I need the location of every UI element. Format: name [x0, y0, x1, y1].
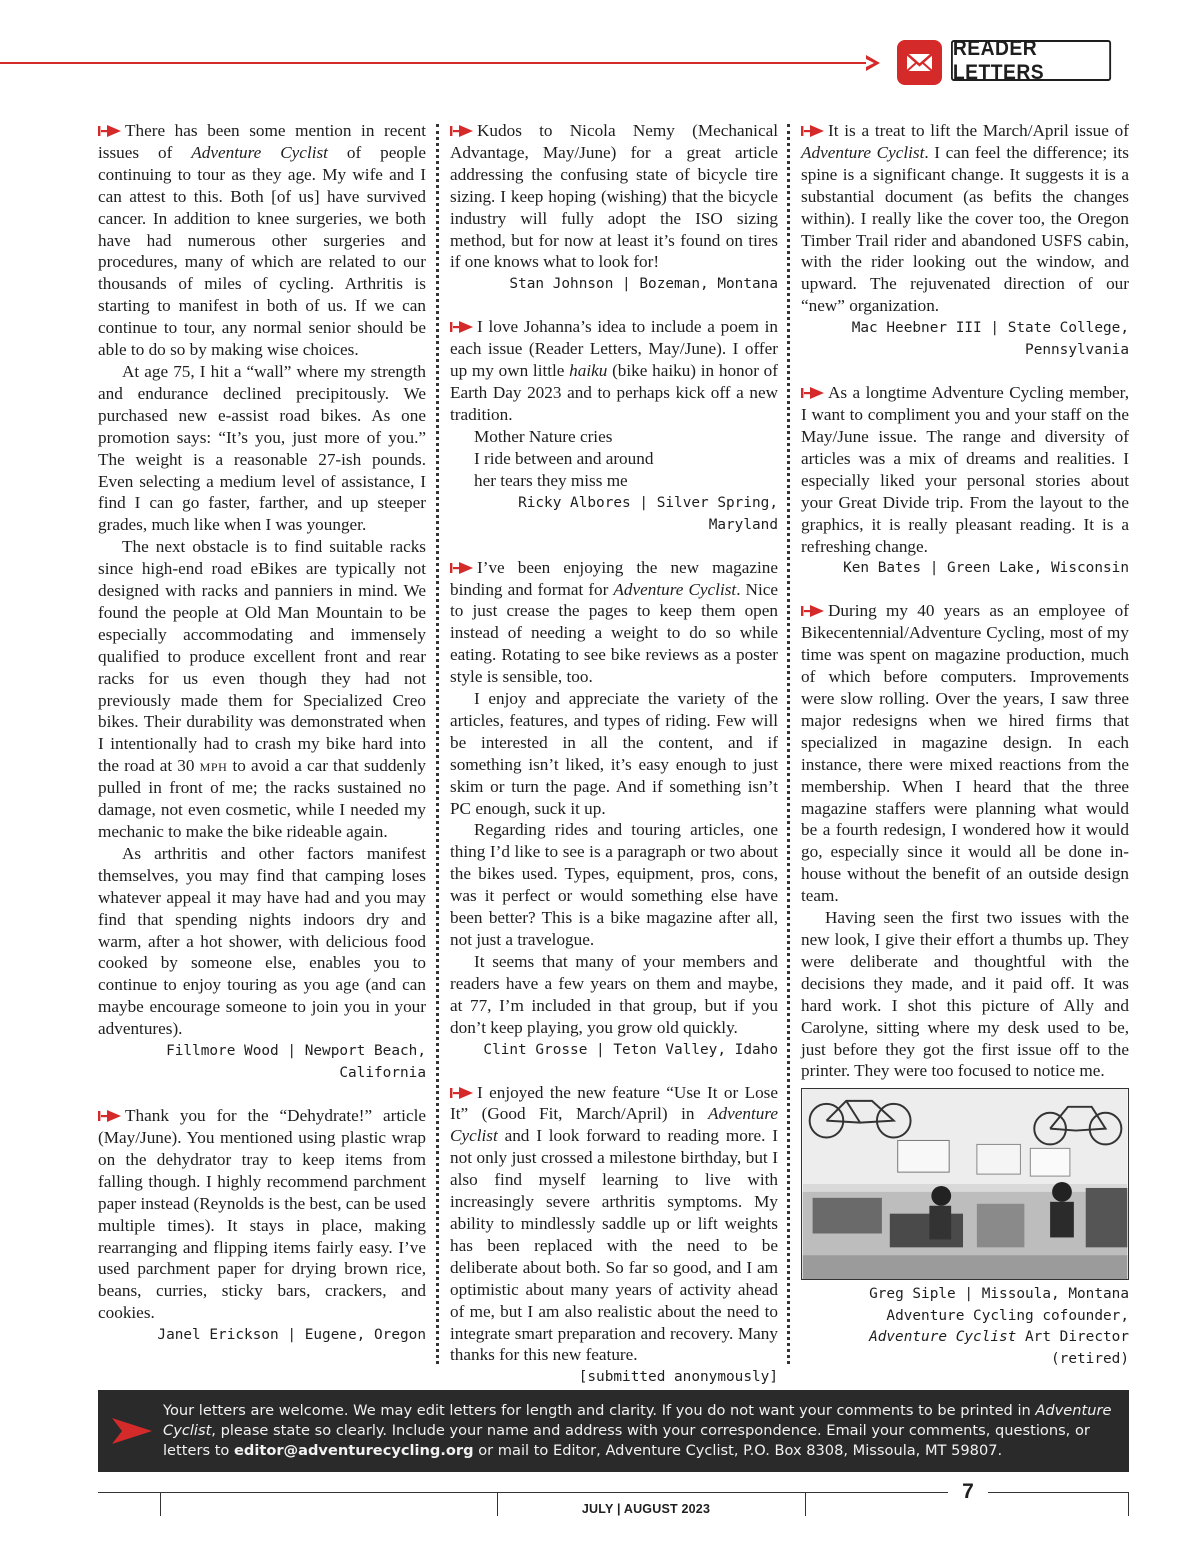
- reader-letter: [98, 1105, 426, 1346]
- letter-location: | Green Lake, Wisconsin: [921, 560, 1129, 576]
- letter-author: Mac Heebner III: [851, 320, 982, 337]
- envelope-icon: [897, 40, 942, 85]
- letter-signature: [450, 492, 778, 536]
- submission-notice: [98, 1390, 1129, 1472]
- column-divider: [787, 124, 790, 1364]
- column-1: [98, 120, 426, 1367]
- letter-paragraph: At age 75, I hit a “wall” where my strength and endurance declined precipitously. We purchased new e-assist road bikes. As one promotion says: “It’s you, just more of you.” The weight is a reasonable 27-ish pounds. Even selecting a medium level of assistance, I find I can go faster, farther, and up steeper grades, much like when I was younger.: [98, 361, 426, 535]
- arrow-marker-icon: [450, 562, 475, 574]
- letter-paragraph: During my 40 years as an employee of Bikecentennial/Adventure Cycling, most of my time was spent on magazine production, much of which before computers. Improvements were slow rolling. Over the years, I saw three major redesigns when we hired firms that specialized in magazine design. In each instance, there were mixed reactions from the membership. When I heard that the three magazine staffers were planning what would be a fourth redesign, I wondered how it would go, especially since it would all be done in-house without the benefit of an outside design team.: [801, 601, 1129, 906]
- letter-location: | State College, Pennsylvania: [982, 320, 1129, 358]
- arrow-marker-icon: [98, 125, 123, 137]
- reader-letter: [801, 120, 1129, 361]
- letter-paragraph: I enjoy and appreciate the variety of the articles, features, and types of riding. Few will be interested in all the content, and if something isn’t liked, it’s easy enough to just skim or turn the page. And if something isn’t PC enough, suck it up.: [450, 689, 778, 818]
- letter-signature: [450, 1039, 778, 1061]
- letter-signature: [801, 317, 1129, 361]
- arrow-marker-icon: [801, 387, 826, 399]
- reader-letter: [450, 557, 778, 1061]
- issue-date: JULY | AUGUST 2023: [581, 1502, 711, 1516]
- letter-signature: [801, 557, 1129, 579]
- reader-letter: [450, 316, 778, 535]
- arrow-marker-icon: [801, 125, 826, 137]
- section-label: READER LETTERS: [951, 40, 1111, 81]
- reader-letter: [450, 1082, 778, 1389]
- letter-author: Fillmore Wood: [166, 1043, 279, 1060]
- letter-paragraph: Having seen the first two issues with the new look, I give their effort a thumbs up. They were deliberate and thoughtful with the decisions they made, and it paid off. It was hard work. I shot this picture of Ally and Carolyne, sitting where my desk used to be, just before they got the first issue off to the printer. They were too focused to notice me.: [801, 908, 1129, 1081]
- letter-paragraph: The next obstacle is to find suitable racks since high-end road eBikes are typically not designed with racks and panniers in mind. We found the people at Old Man Mountain to be especially accommodating and immensely qualified to produce excellent front and rear racks for us even though they had not previously made them for Specialized Creo bikes. Their durability was demonstrated when I intentionally had to crash my bike hard into the road at 30 mph to avoid a car that suddenly pulled in front of me; the racks sustained no damage, not even cosmetic, while I needed my mechanic to make the bike rideable again.: [98, 537, 427, 841]
- column-3: [801, 120, 1129, 1391]
- office-photo: [801, 1088, 1129, 1280]
- letter-paragraph: It is a treat to lift the March/April issue of Adventure Cyclist. I can feel the difference; its spine is a significant change. It suggests it is a substantial document (as befits the changes within). I really like the cover too, the Oregon Timber Trail rider and abandoned USFS cabin, with the rider looking out the window, and upward. The rejuvenated direction of our “new” organization.: [801, 121, 1129, 316]
- letter-signature: [98, 1040, 426, 1084]
- arrow-marker-icon: [450, 125, 475, 137]
- arrow-marker-icon: [98, 1110, 123, 1122]
- letter-signature: [98, 1324, 426, 1346]
- reader-letter: [801, 600, 1129, 1370]
- page-number: 7: [948, 1480, 988, 1506]
- letter-author: Ken Bates: [843, 560, 922, 577]
- letter-paragraph: Thank you for the “Dehydrate!” article (May/June). You mentioned using plastic wrap on the dehydrator tray to keep items from falling though. I highly recommend parchment paper instead (Reynolds is the best, can be used multiple times). It stays in place, making rearranging and flipping items fairly easy. I’ve used parchment paper for drying brown rice, beans, curries, sticky bars, crackers, and cookies.: [98, 1106, 426, 1323]
- letter-paragraph: As a longtime Adventure Cycling member, I want to compliment you and your staff on the May/June issue. The range and diversity of articles was a mix of dreams and realities. I especially liked your personal stories about your Great Divide trip. From the layout to the graphics, it is really pleasant reading. It is a refreshing change.: [801, 383, 1129, 556]
- haiku-line: Mother Nature cries: [474, 426, 613, 446]
- reader-letter: [450, 120, 778, 295]
- letter-paragraph: I’ve been enjoying the new magazine binding and format for Adventure Cyclist. Nice to just crease the pages to keep them open instead of needing a weight to do so while eating. Rotating to see bike reviews as a poster style is sensible, too.: [450, 557, 778, 687]
- letter-author: Ricky Albores: [518, 494, 631, 511]
- letter-paragraph: I love Johanna’s idea to include a poem in each issue (Reader Letters, May/June). I offer up my own little haiku (bike haiku) in honor of Earth Day 2023 and to perhaps kick off a new tradition.: [450, 317, 778, 424]
- letter-signature: [450, 273, 778, 295]
- credit-line: Greg Siple | Missoula, Montana: [869, 1286, 1129, 1303]
- haiku: [450, 426, 778, 492]
- notice-text: Your letters are welcome. We may edit letters for length and clarity. If you do not want your comments to be printed in Adventure Cyclist, please state so clearly. Include your name and address with your correspondence. Email your comments, questions, or letters to editor@adventurecycling.org or mail to Editor, Adventure Cyclist, P.O. Box 8308, Missoula, MT 59807.: [163, 1402, 1112, 1460]
- haiku-line: I ride between and around: [474, 448, 654, 468]
- letter-paragraph: Kudos to Nicola Nemy (Mechanical Advantage, May/June) for a great article addressing the confusing state of bicycle tire sizing. I keep hoping (wishing) that the bicycle industry will fully adopt the ISO sizing method, but for now at least it’s found on tires if one knows what to look for!: [450, 121, 778, 272]
- arrow-marker-icon: [450, 1087, 475, 1099]
- credit-line: Adventure Cyclist Art Director (retired): [869, 1329, 1129, 1367]
- credit-line: Adventure Cycling cofounder,: [886, 1307, 1129, 1324]
- letter-author: Stan Johnson: [509, 276, 614, 293]
- haiku-line: her tears they miss me: [474, 470, 628, 490]
- reader-letter: [801, 382, 1129, 579]
- letter-location: | Eugene, Oregon: [279, 1327, 426, 1343]
- letter-author: Clint Grosse: [483, 1041, 588, 1058]
- header-rule: [0, 62, 878, 64]
- letter-author: [submitted anonymously]: [578, 1369, 778, 1386]
- letter-author: Janel Erickson: [157, 1327, 279, 1344]
- letter-paragraph: There has been some mention in recent issues of Adventure Cyclist of people continuing to tour as they age. My wife and I can attest to this. Both [of us] have survived cancer. In addition to knee surgeries, we both have had numerous other surgeries and procedures, many of which are related to our thousands of miles of cycling. Arthritis is starting to manifest in both of us. If we can continue to tour, any normal senior should be able to do so by making wise choices.: [98, 121, 426, 360]
- letter-paragraph: Regarding rides and touring articles, one thing I’d like to see is a paragraph or two about the bikes used. Types, equipment, pros, cons, was it perfect or would something else have been better? This is a bike magazine after all, not just a travelogue.: [450, 820, 778, 949]
- red-arrow-icon: [110, 1416, 154, 1446]
- reader-letter: [98, 120, 426, 1084]
- letter-paragraph: As arthritis and other factors manifest themselves, you may find that camping loses whatever appeal it may have had and you may find that spending nights indoors dry and warm, after a hot shower, with delicious food cooked by someone else, enables you to continue to enjoy touring as you age (and can maybe encourage someone to join you in your adventures).: [98, 843, 426, 1039]
- photo-credit: [801, 1284, 1129, 1370]
- letter-location: | Teton Valley, Idaho: [587, 1042, 778, 1058]
- column-divider: [436, 124, 439, 1364]
- arrow-marker-icon: [450, 321, 475, 333]
- letter-paragraph: It seems that many of your members and readers have a few years on them and maybe, at 77, I’m included in that group, but if you don’t keep playing, you grow old quickly.: [450, 951, 778, 1037]
- letter-location: | Silver Spring, Maryland: [631, 495, 778, 533]
- arrow-marker-icon: [801, 605, 826, 617]
- column-2: [450, 120, 778, 1409]
- letter-location: | Bozeman, Montana: [613, 276, 778, 292]
- letter-signature: [450, 1366, 778, 1388]
- letter-location: | Newport Beach, California: [279, 1043, 426, 1081]
- letter-paragraph: I enjoyed the new feature “Use It or Lose It” (Good Fit, March/April) in Adventure Cyclist and I look forward to reading more. I not only just crossed a milestone birthday, but I also find myself learning to live with increasingly severe arthritis symptoms. My ability to mindlessly saddle up or lift weights has been replaced with the need to be deliberate about both. So far so good, and I am optimistic about many years of activity ahead of me, but I am also realistic about the need to integrate smart preparation and recovery. Many thanks for this new feature.: [450, 1082, 778, 1365]
